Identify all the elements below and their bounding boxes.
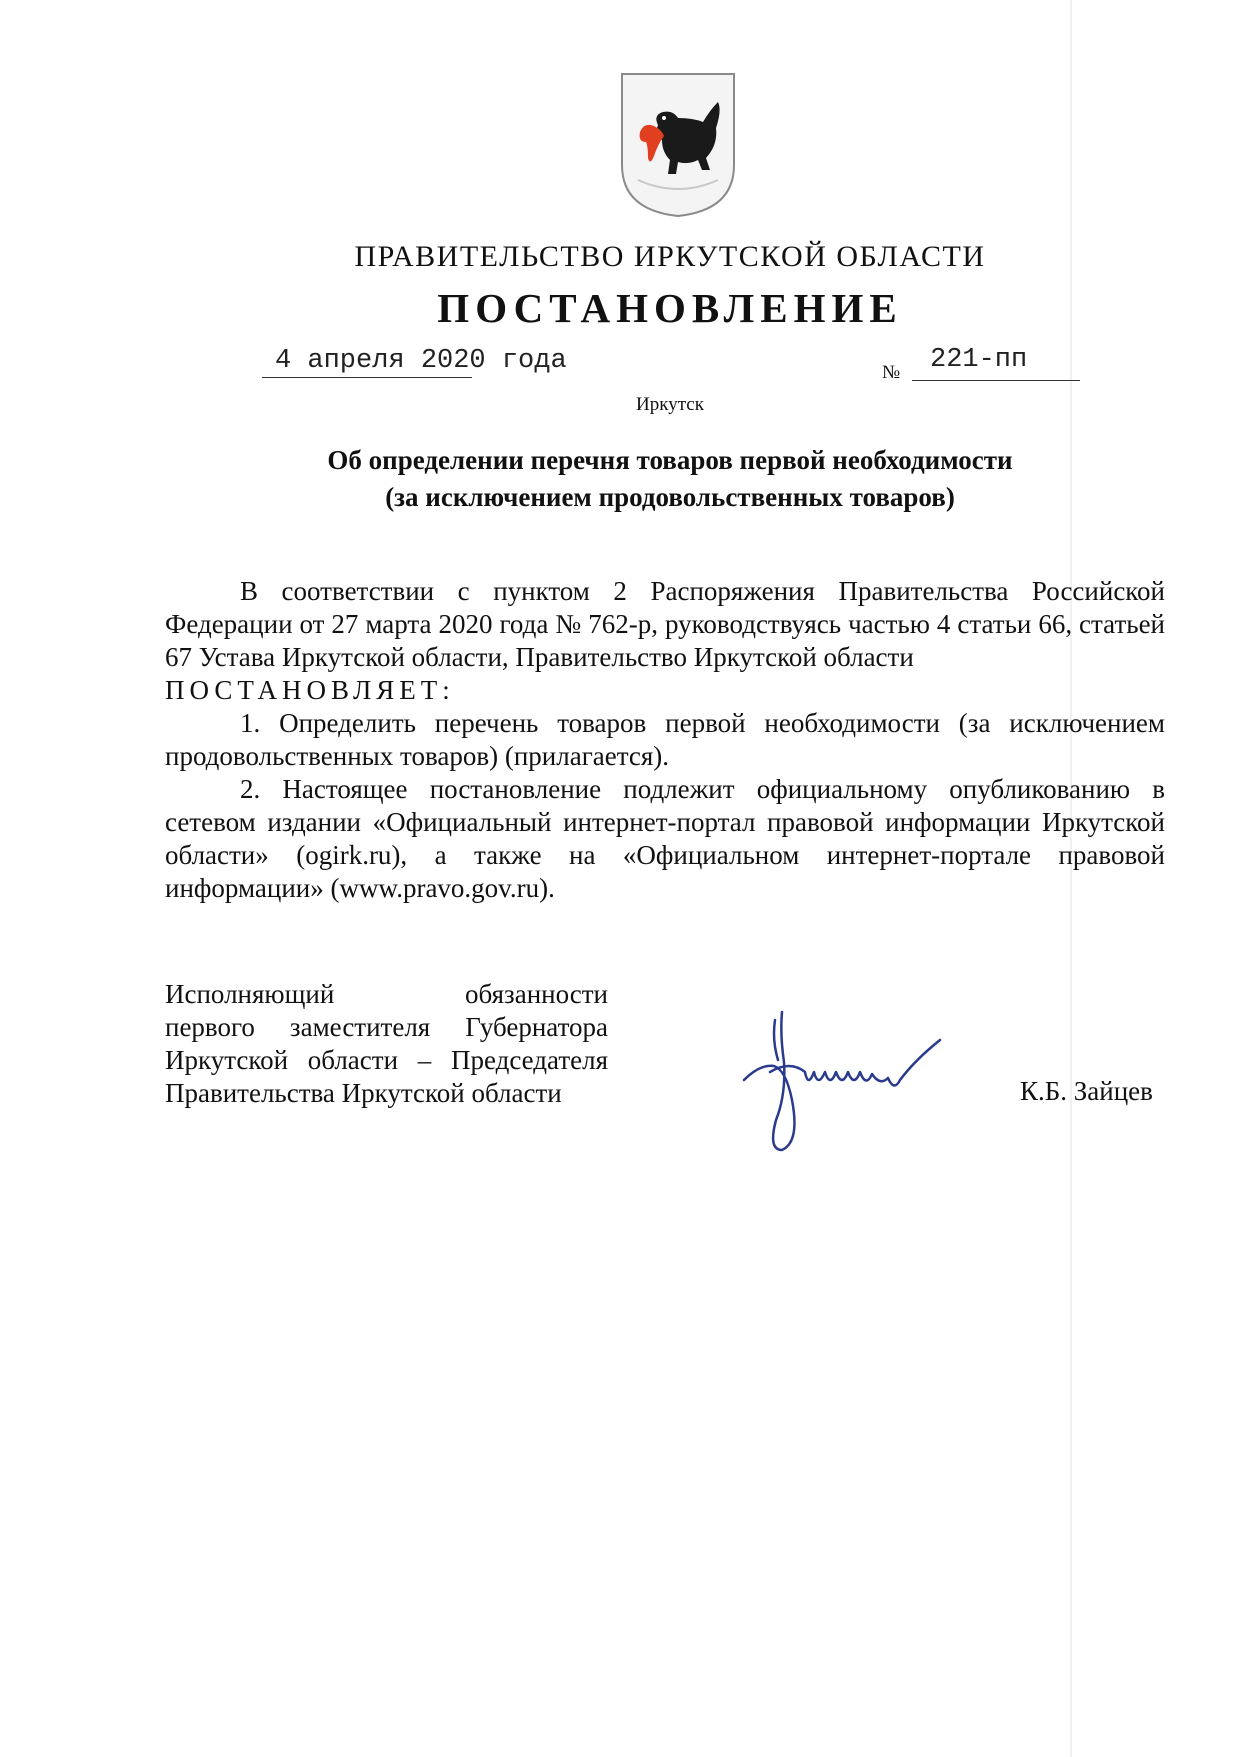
government-title: ПРАВИТЕЛЬСТВО ИРКУТСКОЙ ОБЛАСТИ bbox=[354, 240, 986, 273]
city-name: Иркутск bbox=[636, 394, 704, 415]
position-line: первого заместителя Губернатора bbox=[165, 1012, 608, 1042]
document-number: 221-пп bbox=[930, 345, 1028, 375]
position-line: Исполняющий обязанности bbox=[165, 979, 608, 1009]
document-type-title: ПОСТАНОВЛЕНИЕ bbox=[437, 285, 903, 331]
signatory-position bbox=[165, 978, 608, 1110]
number-underline bbox=[912, 380, 1080, 381]
document-date: 4 апреля 2020 года bbox=[275, 346, 567, 376]
preamble-paragraph: В соответствии с пунктом 2 Распоряжения Правительства Российской Федерации от 27 марта 2020 года № 762-р, руководствуясь частью 4 статьи 66, статьей 67 Устава Иркутской области, Правительство Иркутской области bbox=[165, 576, 1165, 672]
position-line: Иркутской области – Председателя bbox=[165, 1045, 608, 1075]
handwritten-signature-icon bbox=[730, 1000, 980, 1160]
irkutsk-coat-of-arms-icon bbox=[618, 70, 738, 220]
subject-line: (за исключением продовольственных товаров) bbox=[385, 482, 955, 512]
document-subject bbox=[180, 442, 1160, 516]
subject-line: Об определении перечня товаров первой необходимости bbox=[327, 445, 1013, 475]
item-2-paragraph: 2. Настоящее постановление подлежит официальному опубликованию в сетевом издании «Официальный интернет-портал правовой информации Иркутской области» (ogirk.ru), а также на «Официальном интернет-портале правовой информации» (www.pravo.gov.ru). bbox=[165, 774, 1165, 903]
document-body bbox=[165, 575, 1165, 905]
position-line: Правительства Иркутской области bbox=[165, 1078, 562, 1108]
signer-name: К.Б. Зайцев bbox=[1020, 1076, 1153, 1106]
resolves-word: ПОСТАНОВЛЯЕТ: bbox=[165, 675, 455, 705]
date-underline bbox=[262, 377, 472, 378]
item-1-paragraph: 1. Определить перечень товаров первой необходимости (за исключением продовольственных товаров) (прилагается). bbox=[165, 708, 1165, 771]
number-sign: № bbox=[882, 362, 901, 383]
